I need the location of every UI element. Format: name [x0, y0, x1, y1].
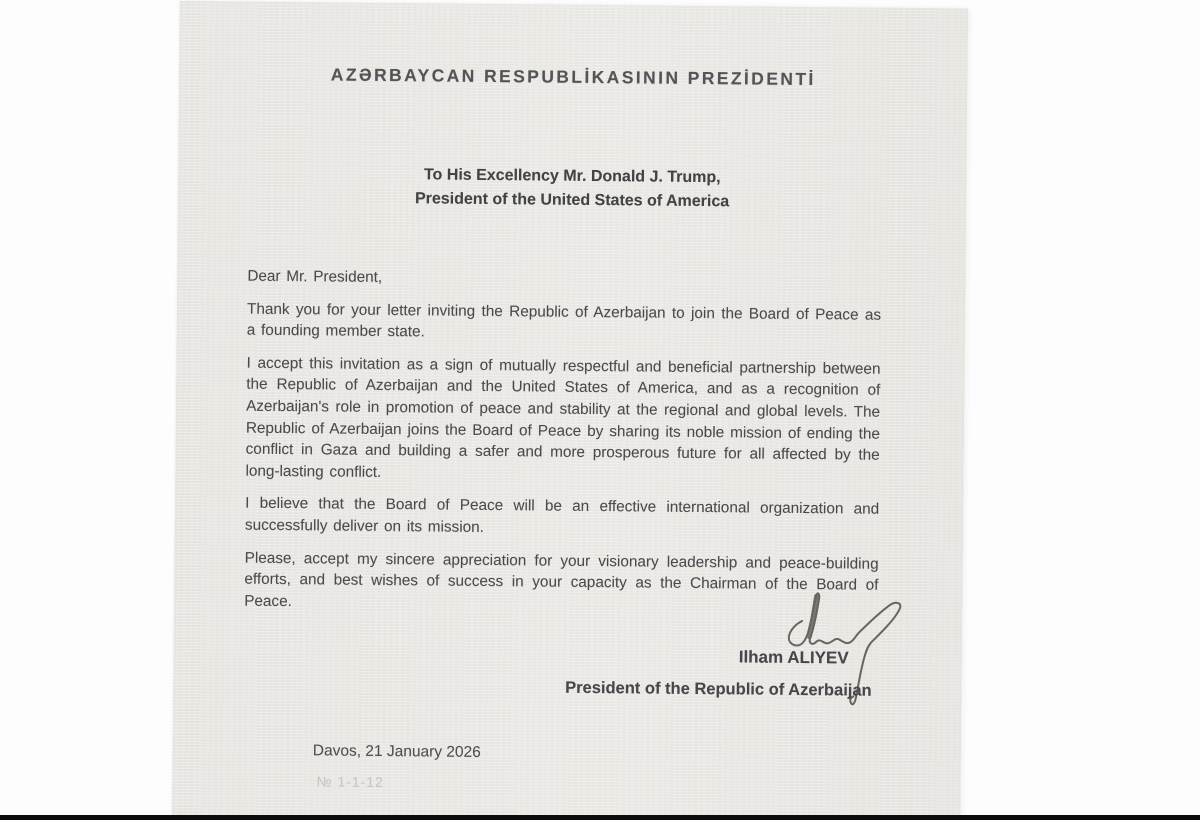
- paragraph-2: I accept this invitation as a sign of mutually respectful and beneficial partnership between the Republic of Azerbaijan and the United States of America, and as a recognition of Azerbaijan's role in promotion of peace and stability at the regional and global levels. The Republic of Azerbaijan joins the Board of Peace by sharing its noble mission of ending the conflict in Gaza and building a safer and more prosperous future for all affected by the long-lasting conflict.: [245, 354, 881, 481]
- photo-bottom-edge: [0, 815, 1200, 820]
- paragraph-1: Thank you for your letter inviting the Republic of Azerbaijan to join the Board of Peace as a founding member state.: [246, 300, 882, 341]
- letter-body: [242, 266, 881, 799]
- signatory-name: Ilham ALIYEV: [738, 647, 849, 668]
- salutation: Dear Mr. President,: [247, 267, 383, 286]
- paragraph-3: I believe that the Board of Peace will be an effective international organization and successfully deliver on its mission.: [244, 494, 880, 536]
- addressee-line-2: President of the United States of America: [414, 190, 730, 211]
- reference-number: № 1-1-12: [316, 773, 384, 790]
- letter-paper: [172, 1, 968, 820]
- dateline: Davos, 21 January 2026: [312, 742, 481, 762]
- signature-block: [243, 642, 878, 744]
- signatory-title: President of the Republic of Azerbaijan: [565, 679, 872, 700]
- letterhead-title: AZƏRBAYCAN RESPUBLİKASININ PREZİDENTİ: [330, 64, 816, 90]
- addressee-block: [178, 161, 966, 217]
- paragraph-4: Please, accept my sincere appreciation for your visionary leadership and peace-building efforts, and best wishes of success in your capacity as the Chairman of the Board of Peace.: [244, 549, 879, 610]
- addressee-line-1: To His Excellency Mr. Donald J. Trump,: [423, 166, 721, 187]
